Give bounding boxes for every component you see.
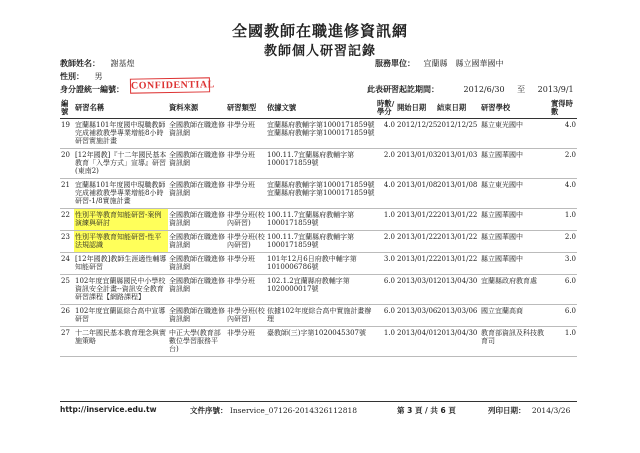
row-type: 非學分班	[226, 149, 266, 179]
row-start: 2013/01/08	[396, 179, 436, 209]
row-school: 縣立國華國中	[480, 253, 550, 275]
col-header-doc: 依據文號	[266, 98, 376, 119]
period-to: 至	[517, 85, 526, 94]
row-hours: 1.0	[376, 209, 396, 231]
table-row	[60, 209, 577, 231]
row-name: 102年度宜蘭區綜合高中宣導研習	[74, 305, 168, 327]
period-row	[367, 84, 574, 95]
row-no: 20	[60, 149, 74, 179]
footer-divider	[60, 401, 577, 402]
row-start: 2013/01/22	[396, 231, 436, 253]
row-name: 宜蘭縣101年度國中現職教師完成補救教學專業增能8小時研習實施計畫	[74, 119, 168, 149]
row-end: 2013/01/22	[436, 253, 480, 275]
row-source: 全國教師在職進修資訊網	[168, 275, 226, 305]
footer-url: http://inservice.edu.tw	[60, 405, 157, 414]
service-unit-value: 宜蘭縣 縣立國華國中	[423, 59, 504, 68]
row-got: 2.0	[550, 149, 577, 179]
row-type: 非學分班	[226, 119, 266, 149]
doc-serial-value: Inservice_07126-2014326112818	[229, 406, 358, 415]
table-row	[60, 231, 577, 253]
row-name: 十二年國民基本教育理念與實施策略	[74, 327, 168, 357]
period-start: 2012/6/30	[463, 85, 505, 94]
gender-row	[60, 71, 103, 82]
row-name: [12年國教]教師生涯適性輔導知能研習	[74, 253, 168, 275]
footer-doc-serial	[190, 405, 357, 416]
row-school: 縣立國華國中	[480, 231, 550, 253]
period-label: 此表研習起訖期間：	[367, 85, 439, 94]
row-type: 非學分班	[226, 275, 266, 305]
row-doc: 臺教師(三)字第1020045307號	[266, 327, 376, 357]
row-no: 26	[60, 305, 74, 327]
doc-serial-label: 文件序號：	[190, 406, 228, 415]
row-no: 21	[60, 179, 74, 209]
row-type: 非學分班(校內研習)	[226, 305, 266, 327]
table-row	[60, 275, 577, 305]
row-doc: 依據102年度綜合高中實施計畫辦理	[266, 305, 376, 327]
col-header-end: 結束日期	[436, 98, 480, 119]
page-title: 全國教師在職進修資訊網	[231, 22, 408, 40]
row-doc: 100.11.7宜蘭縣府教輔字第1000171859號	[266, 231, 376, 253]
row-start: 2013/03/01	[396, 275, 436, 305]
row-name: 性別平等教育知能研習-性平法規認識	[74, 231, 168, 253]
row-no: 24	[60, 253, 74, 275]
table-row	[60, 179, 577, 209]
row-hours: 3.0	[376, 253, 396, 275]
table-row	[60, 149, 577, 179]
row-no: 23	[60, 231, 74, 253]
teacher-name-row	[60, 58, 135, 69]
row-doc: 宜蘭縣府教輔字第1000171859號 宜蘭縣府教輔字第1000171859號	[266, 119, 376, 149]
table-row	[60, 253, 577, 275]
row-name: [12年國教]『十二年國民基本教育「入學方式」宣導』研習(東南2)	[74, 149, 168, 179]
row-got: 3.0	[550, 253, 577, 275]
row-start: 2013/04/01	[396, 327, 436, 357]
row-hours: 6.0	[376, 275, 396, 305]
col-header-type: 研習類型	[226, 98, 266, 119]
row-name: 性別平等教育知能研習-案例演練與研討	[74, 209, 168, 231]
row-source: 全國教師在職進修資訊網	[168, 149, 226, 179]
row-no: 27	[60, 327, 74, 357]
row-end: 2013/04/30	[436, 327, 480, 357]
row-source: 全國教師在職進修資訊網	[168, 209, 226, 231]
confidential-stamp: CONFIDENTIAL	[130, 77, 210, 93]
row-source: 全國教師在職進修資訊網	[168, 119, 226, 149]
row-doc: 宜蘭縣府教輔字第1000171859號 宜蘭縣府教輔字第1000171859號	[266, 179, 376, 209]
row-hours: 4.0	[376, 179, 396, 209]
id-row	[60, 84, 124, 95]
row-school: 縣立國華國中	[480, 149, 550, 179]
page-subtitle: 教師個人研習記錄	[263, 44, 376, 59]
row-no: 19	[60, 119, 74, 149]
row-school: 縣立東光國中	[480, 179, 550, 209]
row-end: 2013/03/06	[436, 305, 480, 327]
row-start: 2013/01/22	[396, 253, 436, 275]
row-hours: 2.0	[376, 231, 396, 253]
row-no: 22	[60, 209, 74, 231]
row-source: 全國教師在職進修資訊網	[168, 305, 226, 327]
row-name: 102年度宜蘭縣國民中小學校資訊安全計畫--資訊安全教育研習課程【網路課程】	[74, 275, 168, 305]
row-got: 2.0	[550, 231, 577, 253]
row-no: 25	[60, 275, 74, 305]
col-header-no: 編號	[60, 98, 74, 119]
row-doc: 100.11.7宜蘭縣府教輔字第1000171859號	[266, 149, 376, 179]
row-type: 非學分班(校內研習)	[226, 231, 266, 253]
row-got: 6.0	[550, 305, 577, 327]
row-got: 4.0	[550, 179, 577, 209]
row-start: 2013/03/06	[396, 305, 436, 327]
col-header-start: 開始日期	[396, 98, 436, 119]
service-unit-label: 服務單位：	[375, 59, 415, 68]
teacher-name-label: 教師姓名：	[60, 59, 100, 68]
col-header-got: 實得時數	[550, 98, 577, 119]
print-date-value: 2014/3/26	[531, 406, 571, 415]
table-row	[60, 119, 577, 149]
row-doc: 101年12月6日府教中輔字第1010006786號	[266, 253, 376, 275]
gender-value: 男	[94, 72, 103, 81]
row-end: 2013/01/03	[436, 149, 480, 179]
row-school: 縣立國華國中	[480, 209, 550, 231]
row-end: 2013/01/22	[436, 209, 480, 231]
row-type: 非學分班(校內研習)	[226, 209, 266, 231]
row-source: 中正大學(教育部數位學習服務平台)	[168, 327, 226, 357]
row-got: 6.0	[550, 275, 577, 305]
row-end: 2013/01/08	[436, 179, 480, 209]
row-hours: 1.0	[376, 327, 396, 357]
col-header-school: 研習學校	[480, 98, 550, 119]
row-type: 非學分班	[226, 179, 266, 209]
row-hours: 2.0	[376, 149, 396, 179]
footer-print-date	[488, 405, 570, 416]
row-name: 宜蘭縣101年度國中現職教師完成補救教學專業增能8小時研習-1/8實施計畫	[74, 179, 168, 209]
training-records-table	[60, 98, 577, 357]
table-row	[60, 305, 577, 327]
row-start: 2013/01/22	[396, 209, 436, 231]
row-school: 教育部資訊及科技教育司	[480, 327, 550, 357]
row-doc: 100.11.7宜蘭縣府教輔字第1000171859號	[266, 209, 376, 231]
row-source: 全國教師在職進修資訊網	[168, 179, 226, 209]
row-school: 縣立東光國中	[480, 119, 550, 149]
table-row	[60, 327, 577, 357]
row-end: 2012/12/25	[436, 119, 480, 149]
row-got: 4.0	[550, 119, 577, 149]
row-source: 全國教師在職進修資訊網	[168, 231, 226, 253]
col-header-hours: 時數/學分	[376, 98, 396, 119]
row-start: 2012/12/25	[396, 119, 436, 149]
row-doc: 102.1.2宜蘭縣府教輔字第1020000017號	[266, 275, 376, 305]
gender-label: 性別：	[60, 72, 84, 81]
row-end: 2013/01/22	[436, 231, 480, 253]
id-label: 身分證統一編號：	[60, 85, 124, 94]
print-date-label: 列印日期：	[488, 406, 526, 415]
row-hours: 6.0	[376, 305, 396, 327]
row-end: 2013/04/30	[436, 275, 480, 305]
row-type: 非學分班	[226, 327, 266, 357]
col-header-source: 資料來源	[168, 98, 226, 119]
teacher-name-value: 謝基煌	[110, 59, 135, 68]
row-got: 1.0	[550, 209, 577, 231]
row-type: 非學分班	[226, 253, 266, 275]
period-end: 2013/9/1	[537, 85, 574, 94]
row-start: 2013/01/03	[396, 149, 436, 179]
row-school: 國立宜蘭高商	[480, 305, 550, 327]
row-school: 宜蘭縣政府教育處	[480, 275, 550, 305]
row-got: 1.0	[550, 327, 577, 357]
footer-page: 第 3 頁 / 共 6 頁	[397, 406, 456, 415]
table-header-row	[60, 98, 577, 119]
service-unit-row	[375, 58, 504, 69]
row-hours: 4.0	[376, 119, 396, 149]
col-header-name: 研習名稱	[74, 98, 168, 119]
row-source: 全國教師在職進修資訊網	[168, 253, 226, 275]
